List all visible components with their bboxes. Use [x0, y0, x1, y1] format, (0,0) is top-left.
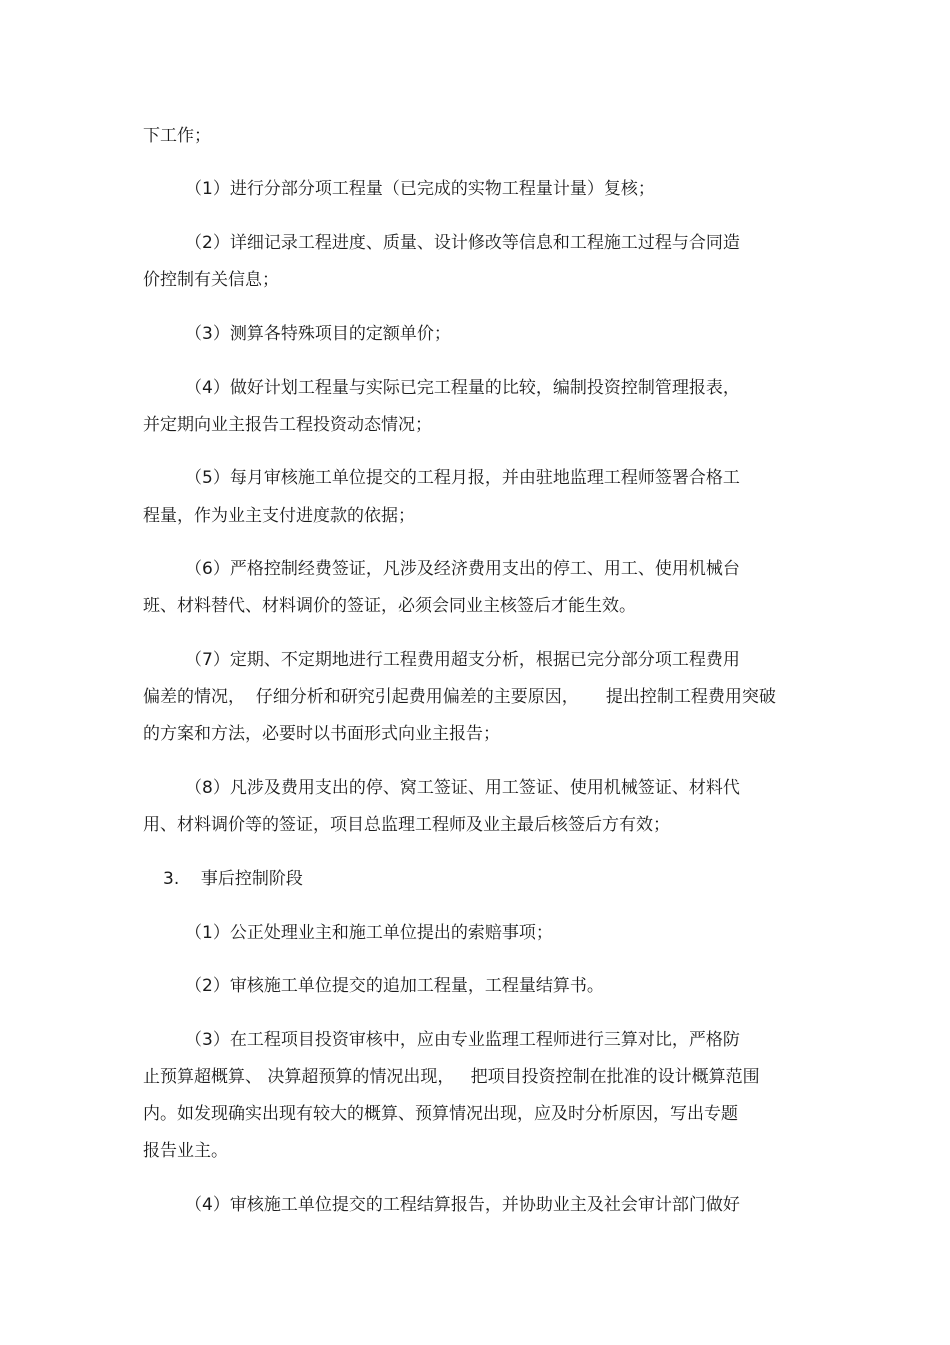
- text-line: 内。如发现确实出现有较大的概算、预算情况出现，应及时分析原因，写出专题: [143, 1104, 738, 1124]
- text-line: 止预算超概算、 决算超预算的情况出现， 把项目投资控制在批准的设计概算范围: [143, 1067, 760, 1087]
- text-line: （2）审核施工单位提交的追加工程量，工程量结算书。: [185, 976, 604, 996]
- text-line: 并定期向业主报告工程投资动态情况；: [143, 415, 432, 435]
- text-line: （7）定期、不定期地进行工程费用超支分析，根据已完分部分项工程费用: [185, 650, 740, 670]
- text-line: 价控制有关信息；: [143, 270, 279, 290]
- text-line: （4）审核施工单位提交的工程结算报告，并协助业主及社会审计部门做好: [185, 1195, 740, 1215]
- text-line: 报告业主。: [143, 1141, 228, 1161]
- text-line: 下工作；: [143, 126, 211, 146]
- text-line: （3）测算各特殊项目的定额单价；: [185, 324, 451, 344]
- text-line: （1）公正处理业主和施工单位提出的索赔事项；: [185, 923, 553, 943]
- text-line: 班、材料替代、材料调价的签证，必须会同业主核签后才能生效。: [143, 596, 636, 616]
- text-line: （8）凡涉及费用支出的停、窝工签证、用工签证、使用机械签证、材料代: [185, 778, 740, 798]
- section-heading: 3. 事后控制阶段: [163, 869, 303, 889]
- text-line: 的方案和方法，必要时以书面形式向业主报告；: [143, 724, 500, 744]
- text-line: 用、材料调价等的签证，项目总监理工程师及业主最后核签后方有效；: [143, 815, 670, 835]
- text-line: 偏差的情况， 仔细分析和研究引起费用偏差的主要原因， 提出控制工程费用突破: [143, 687, 776, 707]
- text-line: （2）详细记录工程进度、质量、设计修改等信息和工程施工过程与合同造: [185, 233, 740, 253]
- text-line: （4）做好计划工程量与实际已完工程量的比较，编制投资控制管理报表，: [185, 378, 740, 398]
- text-line: （6）严格控制经费签证，凡涉及经济费用支出的停工、用工、使用机械台: [185, 559, 740, 579]
- text-line: （1）进行分部分项工程量（已完成的实物工程量计量）复核；: [185, 179, 655, 199]
- text-line: （5）每月审核施工单位提交的工程月报，并由驻地监理工程师签署合格工: [185, 468, 740, 488]
- text-line: （3）在工程项目投资审核中，应由专业监理工程师进行三算对比，严格防: [185, 1030, 740, 1050]
- text-line: 程量，作为业主支付进度款的依据；: [143, 506, 415, 526]
